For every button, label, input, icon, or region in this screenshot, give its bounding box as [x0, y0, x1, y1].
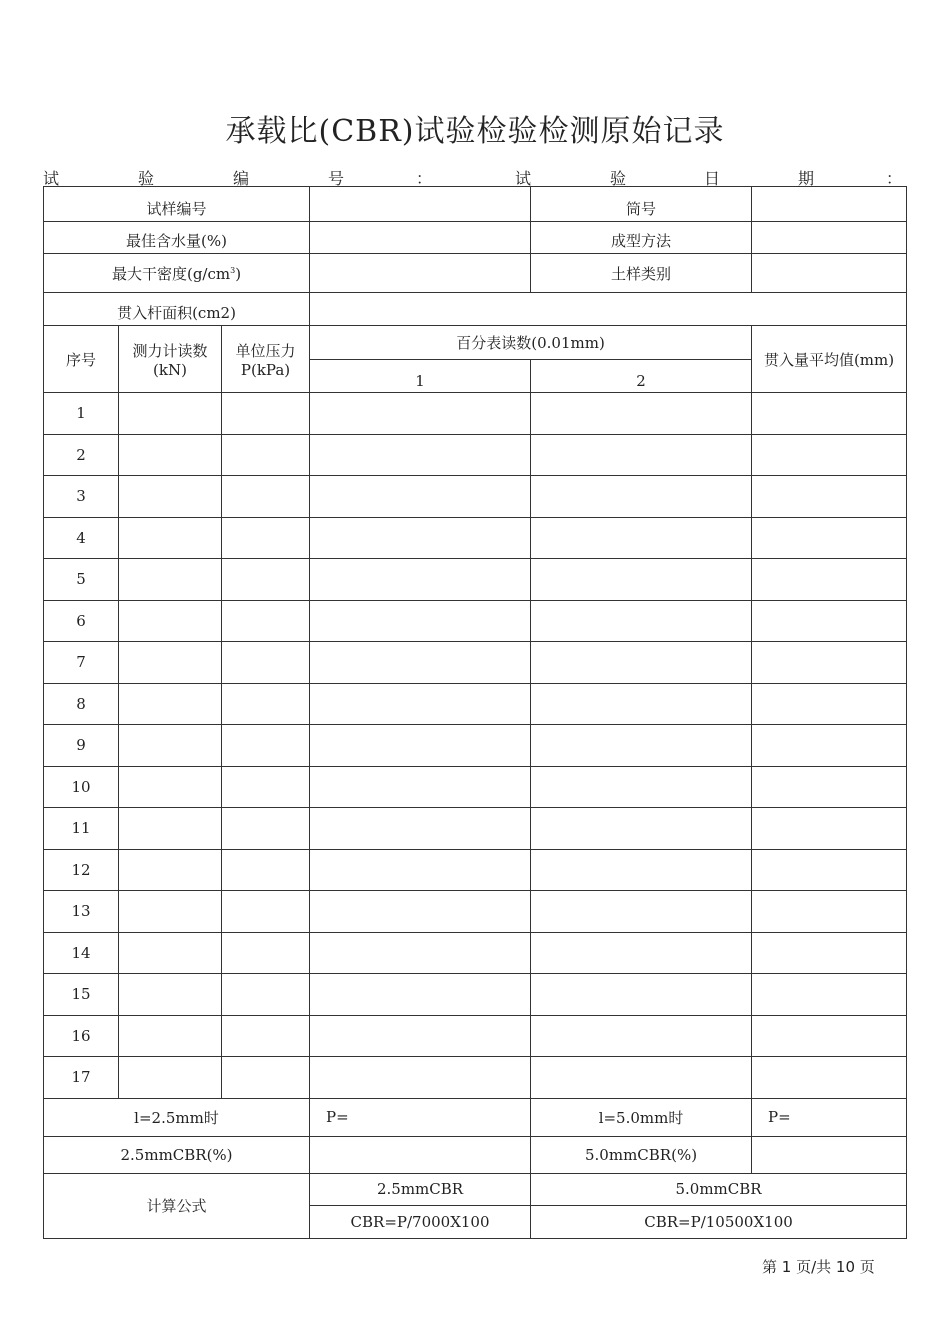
row-seq: 12 [44, 849, 119, 891]
row-seq: 6 [44, 600, 119, 642]
penetration-area-label: 贯入杆面积(cm2) [44, 293, 310, 326]
row-seq: 2 [44, 434, 119, 476]
unit-pressure-cell[interactable] [222, 974, 310, 1016]
avg-penetration-cell[interactable] [752, 849, 907, 891]
max-dry-density-label: 最大干密度$(g/cm^3)$ [44, 254, 310, 293]
table-row [44, 642, 907, 684]
dial-1-cell[interactable] [310, 1015, 531, 1057]
force-gauge-cell[interactable] [119, 974, 222, 1016]
dial-reading-header: 百分表读数(0.01mm) [310, 326, 752, 360]
avg-penetration-cell[interactable] [752, 725, 907, 767]
dial-1-cell[interactable] [310, 808, 531, 850]
force-gauge-header: 测力计读数 (kN) [119, 326, 222, 393]
avg-penetration-cell[interactable] [752, 559, 907, 601]
force-gauge-cell[interactable] [119, 476, 222, 518]
dial-1-cell[interactable] [310, 600, 531, 642]
meta-char: 日 [704, 169, 721, 188]
table-row [44, 434, 907, 476]
dial-2-cell[interactable] [531, 725, 752, 767]
table-row [44, 1057, 907, 1099]
row-seq: 1 [44, 393, 119, 435]
dial-2-cell[interactable] [531, 1015, 752, 1057]
force-gauge-cell[interactable] [119, 393, 222, 435]
row-seq: 15 [44, 974, 119, 1016]
dial-2-cell[interactable] [531, 849, 752, 891]
formula25-head: 2.5mmCBR [310, 1173, 531, 1205]
table-row [44, 683, 907, 725]
meta-char: 验 [138, 169, 155, 188]
row-seq: 10 [44, 766, 119, 808]
dial-2-cell[interactable] [531, 600, 752, 642]
unit-pressure-cell[interactable] [222, 393, 310, 435]
unit-pressure-cell[interactable] [222, 1057, 310, 1099]
avg-penetration-cell[interactable] [752, 891, 907, 933]
table-row [44, 600, 907, 642]
formula25: CBR=P/7000X100 [310, 1205, 531, 1238]
dial-1-cell[interactable] [310, 932, 531, 974]
table-row [44, 517, 907, 559]
unit-pressure-cell[interactable] [222, 600, 310, 642]
unit-pressure-cell[interactable] [222, 517, 310, 559]
dial-2-cell[interactable] [531, 808, 752, 850]
dial-2-cell[interactable] [531, 559, 752, 601]
dial-1-header: 1 [310, 360, 531, 393]
meta-char: ： [416, 169, 433, 188]
dial-1-cell[interactable] [310, 683, 531, 725]
p50-label[interactable]: P= [752, 1098, 907, 1136]
avg-penetration-cell[interactable] [752, 517, 907, 559]
dial-2-cell[interactable] [531, 932, 752, 974]
dial-1-cell[interactable] [310, 974, 531, 1016]
unit-pressure-cell[interactable] [222, 725, 310, 767]
dial-1-cell[interactable] [310, 434, 531, 476]
force-gauge-cell[interactable] [119, 891, 222, 933]
avg-penetration-cell[interactable] [752, 766, 907, 808]
avg-penetration-cell[interactable] [752, 1057, 907, 1099]
unit-pressure-cell[interactable] [222, 476, 310, 518]
meta-char: ： [886, 169, 903, 188]
force-gauge-cell[interactable] [119, 517, 222, 559]
cbr50-label: 5.0mmCBR(%) [531, 1136, 752, 1173]
dial-2-cell[interactable] [531, 476, 752, 518]
sample-no-label: 试样编号 [44, 187, 310, 222]
unit-pressure-cell[interactable] [222, 932, 310, 974]
avg-penetration-cell[interactable] [752, 974, 907, 1016]
table-row [44, 808, 907, 850]
forming-method-field[interactable] [752, 222, 907, 254]
row-seq: 11 [44, 808, 119, 850]
formula-label: 计算公式 [44, 1173, 310, 1238]
seq-header: 序号 [44, 326, 119, 393]
row-seq: 5 [44, 559, 119, 601]
cbr-record-table [43, 186, 907, 1239]
p25-label[interactable]: P= [310, 1098, 531, 1136]
row-seq: 8 [44, 683, 119, 725]
dial-1-cell[interactable] [310, 476, 531, 518]
table-row [44, 725, 907, 767]
table-row [44, 393, 907, 435]
l50-label: l=5.0mm时 [531, 1098, 752, 1136]
row-seq: 4 [44, 517, 119, 559]
meta-char: 试 [515, 169, 532, 188]
dial-1-cell[interactable] [310, 642, 531, 684]
meta-char: 编 [233, 169, 250, 188]
force-gauge-cell[interactable] [119, 766, 222, 808]
avg-penetration-cell[interactable] [752, 600, 907, 642]
row-seq: 17 [44, 1057, 119, 1099]
table-row [44, 974, 907, 1016]
soil-type-field[interactable] [752, 254, 907, 293]
penetration-area-field[interactable] [310, 293, 907, 326]
force-gauge-cell[interactable] [119, 808, 222, 850]
avg-penetration-cell[interactable] [752, 393, 907, 435]
unit-pressure-cell[interactable] [222, 642, 310, 684]
unit-pressure-cell[interactable] [222, 1015, 310, 1057]
dial-2-cell[interactable] [531, 974, 752, 1016]
unit-pressure-cell[interactable] [222, 683, 310, 725]
force-gauge-cell[interactable] [119, 1057, 222, 1099]
max-dry-density-field[interactable] [310, 254, 531, 293]
table-row [44, 559, 907, 601]
force-gauge-cell[interactable] [119, 559, 222, 601]
avg-penetration-cell[interactable] [752, 476, 907, 518]
sample-no-field[interactable] [310, 187, 531, 222]
force-gauge-cell[interactable] [119, 1015, 222, 1057]
page-footer: 第 1 页/共 10 页 [762, 1258, 875, 1276]
formula50: CBR=P/10500X100 [531, 1205, 907, 1238]
dial-1-cell[interactable] [310, 849, 531, 891]
table-row [44, 891, 907, 933]
force-gauge-cell[interactable] [119, 683, 222, 725]
force-gauge-cell[interactable] [119, 849, 222, 891]
cylinder-no-label: 筒号 [531, 187, 752, 222]
row-seq: 16 [44, 1015, 119, 1057]
opt-moisture-field[interactable] [310, 222, 531, 254]
dial-2-cell[interactable] [531, 891, 752, 933]
formula50-head: 5.0mmCBR [531, 1173, 907, 1205]
force-gauge-cell[interactable] [119, 642, 222, 684]
cbr50-value[interactable] [752, 1136, 907, 1173]
avg-penetration-cell[interactable] [752, 683, 907, 725]
dial-1-cell[interactable] [310, 766, 531, 808]
row-seq: 3 [44, 476, 119, 518]
test-meta-line [43, 166, 906, 188]
meta-char: 期 [798, 169, 815, 188]
meta-char: 验 [610, 169, 627, 188]
avg-penetration-cell[interactable] [752, 808, 907, 850]
force-gauge-cell[interactable] [119, 725, 222, 767]
opt-moisture-label: 最佳含水量(%) [44, 222, 310, 254]
soil-type-label: 土样类别 [531, 254, 752, 293]
dial-1-cell[interactable] [310, 1057, 531, 1099]
meta-char: 号 [328, 169, 345, 188]
dial-2-cell[interactable] [531, 1057, 752, 1099]
cylinder-no-field[interactable] [752, 187, 907, 222]
dial-1-cell[interactable] [310, 725, 531, 767]
row-seq: 14 [44, 932, 119, 974]
dial-2-cell[interactable] [531, 683, 752, 725]
cbr25-label: 2.5mmCBR(%) [44, 1136, 310, 1173]
avg-penetration-cell[interactable] [752, 434, 907, 476]
unit-pressure-cell[interactable] [222, 434, 310, 476]
row-seq: 13 [44, 891, 119, 933]
dial-2-cell[interactable] [531, 766, 752, 808]
dial-2-cell[interactable] [531, 517, 752, 559]
row-seq: 7 [44, 642, 119, 684]
unit-pressure-cell[interactable] [222, 849, 310, 891]
cbr25-value[interactable] [310, 1136, 531, 1173]
table-row [44, 849, 907, 891]
dial-1-cell[interactable] [310, 559, 531, 601]
forming-method-label: 成型方法 [531, 222, 752, 254]
dial-2-cell[interactable] [531, 434, 752, 476]
table-row [44, 932, 907, 974]
avg-penetration-cell[interactable] [752, 1015, 907, 1057]
dial-2-header: 2 [531, 360, 752, 393]
unit-pressure-cell[interactable] [222, 891, 310, 933]
meta-char: 试 [43, 169, 60, 188]
avg-penetration-header: 贯入量平均值(mm) [752, 326, 907, 393]
dial-1-cell[interactable] [310, 891, 531, 933]
avg-penetration-cell[interactable] [752, 642, 907, 684]
l25-label: l=2.5mm时 [44, 1098, 310, 1136]
dial-2-cell[interactable] [531, 393, 752, 435]
table-row [44, 476, 907, 518]
table-row [44, 1015, 907, 1057]
unit-pressure-header: 单位压力 P(kPa) [222, 326, 310, 393]
unit-pressure-cell[interactable] [222, 559, 310, 601]
force-gauge-cell[interactable] [119, 600, 222, 642]
dial-2-cell[interactable] [531, 642, 752, 684]
table-row [44, 766, 907, 808]
unit-pressure-cell[interactable] [222, 766, 310, 808]
row-seq: 9 [44, 725, 119, 767]
avg-penetration-cell[interactable] [752, 932, 907, 974]
force-gauge-cell[interactable] [119, 932, 222, 974]
dial-1-cell[interactable] [310, 393, 531, 435]
dial-1-cell[interactable] [310, 517, 531, 559]
unit-pressure-cell[interactable] [222, 808, 310, 850]
force-gauge-cell[interactable] [119, 434, 222, 476]
page-title: 承载比(CBR)试验检验检测原始记录 [225, 114, 725, 149]
